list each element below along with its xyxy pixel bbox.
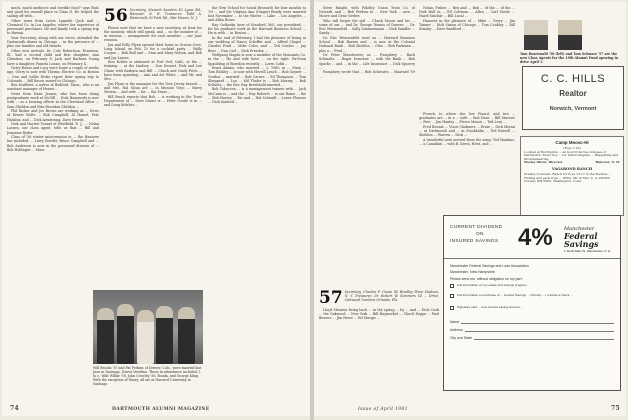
paragraph: Your Secretary, along with our wives, attended the Dartmouth dinner in Chicago ... in the presence of ... plus our families and old friends. [7,36,99,49]
class-officers: Secretary, Charles F. Gosse 40 Bradley Place Hudson, N. Y. Treasurer, Dr. Robert W. Sommers 14 ... Drive, Oakwood Gardens Orlando, Fla. [344,290,439,302]
wedding-group-photo [93,290,203,364]
camp-ad [520,136,624,216]
paragraph: Hanover in the pleasure of ... Mike ... Gerry ... Jim Tanner ... Dick Simon of Chicago ... Tom Cookley ... Bill Stanley ... Dave Bradford ... [419,18,515,32]
option-checkbox[interactable] [450,306,454,310]
paragraph: Wolfgang Magda is now a member of the Monsanto Co. in the ... He and wife have ... on the right. Ex-Dean Spaulding of Bowdoin recently ... Loren Cobb ... [208,53,306,66]
address-field[interactable]: Address [450,328,614,333]
class-heading-56 [104,8,202,24]
paragraph: In the end of February, I had the pleasure of being at our wedding of Nancy Scheffer and ... Alfred Chapel ... Charles Pond ... Mike Coles, and ... Ted Cowles ... Jay Buss ... Dan Carl ... Dick Pressley ... [208,36,306,53]
option-label: Signature card ... new insured saving account ... [457,305,524,309]
portrait-caption: Tom Rosenwald '58 (left) and Tom Schwarz '57 are the new Class Agents for the 19th Alumni Fund opening in drive April 1. [520,52,618,64]
left-column-1 [7,6,99,398]
realtor-name: C. C. HILLS [540,73,606,85]
person [156,306,173,364]
paragraph: Gerry Rouse and Lucy were home a couple of weeks ago: Gerry is now with Thermo Electric Co. in Boston ... Don and Sallie Hicks report their spring trip to Colorado ... Bill Bacon moved to Chicago. [7,66,99,83]
person [97,308,114,364]
paragraph: Dr. Eric Weissenfeld went on ... Harvard Business School ... Bob Barnes and ... is now at the Colonial National Bank ... Bob Sheldon ... Ohio ... Bob Parkman ... plus a ... Fred ... [319,36,415,53]
coupon-option [450,306,614,310]
bank-address: 1 South Main St. Manchester, N. H. [564,249,612,253]
paragraph: Phil Ricker and Joe Brown are working as ... News of Ernest Wolfe ... Bob Campbell, Al Hamel, Pete Haskins, and ... Dick Armstrong, Dave Hewitt. [7,109,99,122]
camp-director: Wesley Oliver, Director [524,160,563,165]
coupon-addressee-city: Manchester, New Hampshire [450,270,495,274]
paragraph: much, much mediocre and terrible food!" says Bud, and good for oneself place in Class II. He helped the sailing off with... [7,6,99,19]
dividend-rate: 4% [518,224,553,251]
paragraph: News from Hans Jensen, who has been doing postgraduate work at McGill ... Nick Hammerly is now with ... as a hearing officer in the Cleveland office ... Sam Sheldon and Rita Sheridan Sheldon ... [7,92,99,109]
coupon-option [450,284,614,288]
paragraph: Please note that we have a new secretary, at least for the moment, which will speak, and ... on the number of ... in reunion ... arrangement for each member ... our June reunion. [104,26,202,43]
realtor-town: Norwich, Vermont [549,106,597,112]
left-page [2,2,310,416]
paragraph: Bob Tobaccon ... is a management trainee with ... Jack McCann is ... and the ... Ray Roberts ... is our Rome ... the ... Bob Harvey ... Ric and ... Hal Schmidt ... Loren Flowers ... Dick Sanford ... [208,87,306,104]
camp-place: Hanover, N. H. [595,160,620,165]
class-officers: Secretary, Stewart Sanders 45 Lyme Rd., Hanover, N. H. Treasurer, Todd A. Westervelt 30 Pork Rd., Fair Haven, N. J. [129,8,202,20]
paragraph: Pumphrey wrote that ... Bob Schwartz ... Haavard '59 ... [319,70,415,79]
class-57-section [319,288,439,398]
paragraph: Jim Flynn is the manager for the New Jersey branch ... and Mrs. Hal Sloan are ... in Mission Viejo ... Harry Weston ... and wife ... for ... the Sears ... [104,81,202,94]
camp-director-line [524,161,620,165]
ranch-description: Granby, Colorado. Ranch for boys 13-17 in the Rockies ... Fishing and pack trips ... Write: Mr. & Mrs. C. A. PAYNE, Norway Hill Farm, Washington, Conn. [524,171,612,184]
camp-subtitle: (Boys 7-16) [563,146,581,150]
class-heading-57 [319,290,439,306]
page-number-left: 74 [10,405,19,412]
dividend-line: ON [476,232,484,237]
option-checkbox[interactable] [450,284,454,288]
right-column-3-text [419,112,515,208]
right-column-3-top [520,6,620,18]
name-field[interactable]: Name [450,320,614,325]
paragraph: Dick and Harriet Tennet of Westfield, N. J., ... Nolan Lassen, our class agent, tells us that ... Bill and Jeannine Ryder. [7,122,99,135]
photo-caption: Will Brooks '57 and Pat Perkins of Denver, Colo., were married last June in Santiago, Nueva Verrilino. Those in attendance included, l. to r.: Walt Wilkie '58, John Crowley '56, Rouda, and George Kling. With the exception of Warry, all are at Harvard University in Santiago. [93,366,202,386]
coupon-option [450,294,614,298]
left-column-3 [208,6,306,398]
option-label: Full information on purchase of ... Insured Savings ... (Check) ... I enclose a check ... [457,293,573,297]
paragraph: Steve Haight, with Fidelity Union Trust Co. of Newark, and ... Bob Perkins in ... New York ... new ... Moore and Gene Gerber. [319,6,415,19]
camp-title: Camp Moosc-Hi [555,140,589,145]
bank-logo [564,226,618,253]
paragraph: Other new arrivals: Dr. Cole Robertson, Evanston, Ill., had a second child and first daughter, Ann Christine, on February 8. Jack and Barbara Young have a daughter, Pamela Louise, on February 4. [7,49,99,66]
option-checkbox[interactable] [450,294,454,298]
paragraph: Other news from Lewis Lagarde (Jack and ... Chemical Co. in Los Angeles, where her supervisor of personnel purchases. He and family took a spring trip to Hawaii. [7,18,99,36]
dividend-line: CURRENT DIVIDEND [450,225,503,230]
coupon-instruction: Please send me, without obligation on my part: [450,277,523,281]
option-label: Full information on my estate and savings program ... [457,283,530,287]
bank-dividend-text [450,224,502,245]
ranch-title: VAGABOND RANCH [551,166,593,171]
realtor-title: Realtor [559,89,587,98]
dividend-line: INSURED SAVINGS [450,239,499,244]
camp-description: Located at Borrington ... an hour from the Colleges of Dartmouth. Every boy ... for Intercollegiate ... Rappelling and Mountaineering. [524,149,618,161]
paragraph: A wonderful note arrived from the army, Ted Hankins, ... a Canadian ... with B. Kress, Hirst, and ... [419,137,515,147]
portrait-photo [558,20,582,50]
paragraph: Lloyd Shearon being back ... in the spring ... by ... and ... Dick Cook ... the Oakwood ... New York ... Bill Haymarket ... Chuck Deppe ... Paul Bowers ... Jim Howe ... Ed Sturgis ... [319,308,439,321]
realtor-ad [522,66,624,130]
paragraph: Ben Hurlbert, a native of Bedford, Mass., who is an assistant manager of Hearst ... [7,83,99,92]
person [178,307,195,364]
class-number: 56 [104,6,128,26]
paragraph: Who will forget the girl ... Chuck Moses and his ... some of our ... and Dr. George Dennis of Denver, ... Dr. Eric Weissenfeld ... Sally Zimmermann ... Dick Sandler ... Sandy ... [319,18,415,36]
right-page [314,2,626,416]
left-column-2 [104,6,202,288]
bank-name: Federal Savings [564,231,599,249]
person [117,304,134,364]
paragraph: Ray Cutkosky (now of Stanford, Md., our president) ... for his graduate work at the Harvard Business School ... He is with ... in Boston ... [208,23,306,36]
paragraph: Dr. Peter Manchester, as ... Pumphrey ... Buck Schmaltz ... Roger Donohue ... with the Bank ... Bob Sparks ... and ... in the ... Life Insurance ... Dick Spoerry ... [319,53,415,70]
city-state-field[interactable]: City and State [450,336,614,341]
bank-ad [443,215,621,391]
page-number-right: 75 [611,405,620,412]
paragraph: Ernst Adams, who married ... 2, 1960, in ... Mary ... Tom Bickley ... is now with Merrill Lynch ... Bob Gayner ... Gordon ... married ... Bob Carnes ... Ed Thompson ... Tom Sheppard ... Lou ... Mil Thaler is ... Bob Murray ... Bob Schmitz ... the Rev. Ray Bredehold married ... [208,66,306,87]
paragraph: Fred Rennie ... Vince Chalmers ... Ernie ... Dick Moran ... at Dartmouth and ... in Stockholm ... Ted Russell ... Sheldon ... Warren ... Dick ... [419,124,515,138]
person [137,310,154,364]
bank-name-prefix: Manchester [564,226,595,232]
paragraph: the New School for Social Research for four months to '59 ... and Mr. Virginia Ann (Ginger) Bundy were married last November ... at the Winter ... Lake ... Los Angeles ... and Allan Roses. [208,6,306,23]
paragraph: Class of '56 winter mini-reunion in ... the Hanover Inn included ... Larry Roeder, Bruce Campbell and ... Bob Anderson is now in the personnel division of ... Bob Hollinger ... Mass. [7,135,99,152]
divider [444,258,620,259]
paragraph: Nolan, Fisher, ... Ben and ... Bob ... of the ... of the ... Dick Hull in ... Ed Coleman ... Allen ... Carl Steele ... Hazel Sinclair ... Bill Lucal ... [419,6,515,19]
paragraph: Ron Kohler is stationed at Fort Ord, Calif., at the ... training ... at the Lindsey ... Don Dunnet, Dick and Lee Chase with Barbara and Bill ... Chuck and Cindy Fitch ... have been spending ... Ann and Art White ... and Mr. and Mrs. ... [104,60,202,81]
class-number: 57 [319,288,343,308]
portrait-photo [524,20,548,50]
paragraph: Bill Brock reports that Bob ... is working in the Trust Department of ... Dave Stuart is ... Peter Goode is in ... and Doug Keleher ... [104,94,202,107]
paragraph: Jim and Polly Flynn opened their home in Greens Cove, Long Island, on Feb. 25 for a cocktail party ... Wally Cooper ... Bob Bull and ... Stan and Mary Nelsen, and Bob and Jay Lasses. [104,43,202,60]
issue-date: Issue of April 1961 [358,407,408,412]
magazine-title: DARTMOUTH ALUMNI MAGAZINE [112,407,210,412]
paragraph: French, is, where she, her Fiancé, and two ... graduates are ... in a ... with ... Bob Haar ... Bill Marrow ... Pete ... Jim Hanley ... Pierce Mason ... Ted Levy ... [419,112,515,125]
coupon-addressee: Manchester Federal Savings and Loan Association [450,264,529,268]
